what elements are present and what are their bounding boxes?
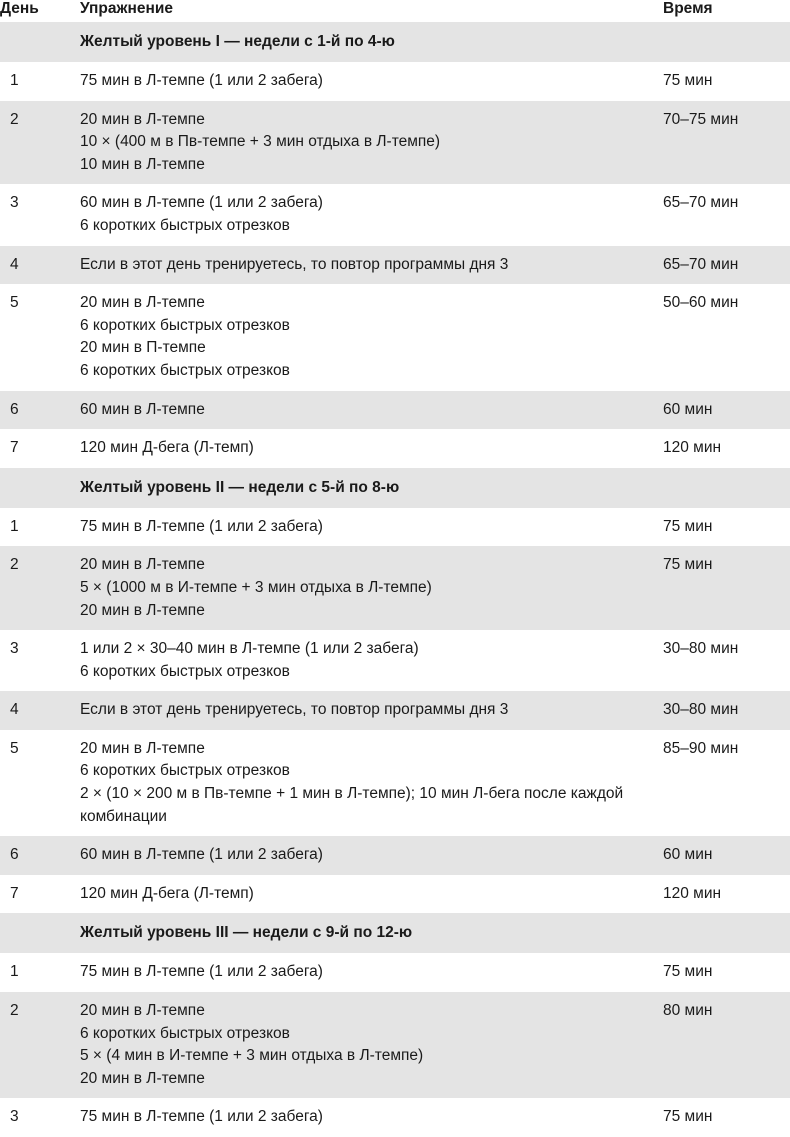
time-cell: 70–75 мин <box>663 110 739 128</box>
exercise-line: 20 мин в Л-темпе <box>80 1069 205 1087</box>
exercise-cell <box>80 399 663 422</box>
exercise-cell <box>80 292 663 382</box>
exercise-line: 6 коротких быстрых отрезков <box>80 216 290 234</box>
exercise-line: 75 мин в Л-темпе (1 или 2 забега) <box>80 72 323 89</box>
table-row <box>0 101 790 185</box>
exercise-line: 60 мин в Л-темпе <box>80 400 205 418</box>
time-cell: 75 мин <box>663 963 713 981</box>
exercise-cell <box>80 883 663 906</box>
exercise-line: 6 коротких быстрых отрезков <box>80 361 290 379</box>
time-cell: 60 мин <box>663 846 713 864</box>
exercise-line: 2 × (10 × 200 м в Пв-темпе + 1 мин в Л-темпе); 10 мин Л-бега после каждой комбинации <box>80 785 624 825</box>
time-cell: 65–70 мин <box>663 255 739 273</box>
exercise-line: 6 коротких быстрых отрезков <box>80 762 290 780</box>
time-cell: 120 мин <box>663 884 722 902</box>
exercise-line: 1 или 2 × 30–40 мин в Л-темпе (1 или 2 забега) <box>80 640 419 658</box>
day-cell: 7 <box>10 439 19 457</box>
exercise-line: 6 коротких быстрых отрезков <box>80 1024 290 1042</box>
exercise-cell <box>80 738 663 828</box>
table-row <box>0 546 790 630</box>
time-cell: 80 мин <box>663 1002 713 1020</box>
section-title: Желтый уровень II — недели с 5-й по 8-ю <box>80 478 400 496</box>
table-row <box>0 730 790 836</box>
exercise-line: 120 мин Д-бега (Л-темп) <box>80 884 254 902</box>
table-row <box>0 184 790 245</box>
time-cell: 75 мин <box>663 556 713 574</box>
header-day: День <box>0 0 39 17</box>
table-row <box>0 953 790 992</box>
exercise-cell <box>80 109 663 177</box>
exercise-cell <box>80 1106 663 1129</box>
table-row <box>0 429 790 468</box>
exercise-line: 60 мин в Л-темпе (1 или 2 забега) <box>80 194 323 212</box>
day-cell: 5 <box>10 739 19 757</box>
time-cell: 65–70 мин <box>663 194 739 212</box>
exercise-cell <box>80 192 663 237</box>
exercise-line: 120 мин Д-бега (Л-темп) <box>80 439 254 457</box>
day-cell: 2 <box>10 556 19 574</box>
exercise-line: 5 × (1000 м в И-темпе + 3 мин отдыха в Л-темпе) <box>80 578 432 596</box>
header-time: Время <box>663 0 713 17</box>
table-row <box>0 391 790 430</box>
exercise-line: 6 коротких быстрых отрезков <box>80 316 290 334</box>
table-row <box>0 992 790 1098</box>
exercise-cell <box>80 554 663 622</box>
day-cell: 2 <box>10 1002 19 1020</box>
day-cell: 5 <box>10 294 19 312</box>
time-cell: 50–60 мин <box>663 294 739 312</box>
table-row <box>0 62 790 101</box>
exercise-line: 20 мин в Л-темпе <box>80 739 205 757</box>
exercise-line: 20 мин в Л-темпе <box>80 601 205 619</box>
table-row <box>0 246 790 285</box>
day-cell: 3 <box>10 194 19 212</box>
table-row <box>0 508 790 547</box>
time-cell: 30–80 мин <box>663 701 739 719</box>
exercise-cell <box>80 844 663 867</box>
exercise-line: 6 коротких быстрых отрезков <box>80 662 290 680</box>
table-header <box>0 0 790 22</box>
time-cell: 75 мин <box>663 1108 713 1126</box>
day-cell: 6 <box>10 400 19 418</box>
exercise-line: 60 мин в Л-темпе (1 или 2 забега) <box>80 846 323 864</box>
time-cell: 75 мин <box>663 72 713 89</box>
exercise-cell <box>80 516 663 539</box>
time-cell: 30–80 мин <box>663 640 739 658</box>
table-row <box>0 875 790 914</box>
exercise-line: 20 мин в Л-темпе <box>80 110 205 128</box>
exercise-line: 10 мин в Л-темпе <box>80 155 205 173</box>
exercise-line: 20 мин в Л-темпе <box>80 294 205 312</box>
exercise-cell <box>80 70 663 93</box>
header-exercise: Упражнение <box>80 0 173 17</box>
table-row <box>0 284 790 390</box>
exercise-line: 5 × (4 мин в И-темпе + 3 мин отдыха в Л-темпе) <box>80 1047 424 1065</box>
day-cell: 4 <box>10 701 19 719</box>
time-cell: 75 мин <box>663 517 713 535</box>
table-row <box>0 691 790 730</box>
exercise-cell <box>80 699 663 722</box>
exercise-line: 20 мин в Л-темпе <box>80 556 205 574</box>
section-title: Желтый уровень III — недели с 9-й по 12-ю <box>80 924 413 942</box>
time-cell: 120 мин <box>663 439 722 457</box>
exercise-cell <box>80 961 663 984</box>
day-cell: 3 <box>10 1108 19 1126</box>
exercise-line: Если в этот день тренируетесь, то повтор программы дня 3 <box>80 255 509 273</box>
time-cell: 85–90 мин <box>663 739 739 757</box>
table-row <box>0 630 790 691</box>
section-header-row <box>0 468 790 508</box>
exercise-line: 75 мин в Л-темпе (1 или 2 забега) <box>80 517 323 535</box>
exercise-line: 75 мин в Л-темпе (1 или 2 забега) <box>80 963 323 981</box>
table-body <box>0 22 790 1137</box>
table-row <box>0 1098 790 1137</box>
exercise-line: 20 мин в П-темпе <box>80 339 206 357</box>
exercise-cell <box>80 638 663 683</box>
exercise-line: 75 мин в Л-темпе (1 или 2 забега) <box>80 1108 323 1126</box>
time-cell: 60 мин <box>663 400 713 418</box>
day-cell: 4 <box>10 255 19 273</box>
day-cell: 6 <box>10 846 19 864</box>
exercise-line: 10 × (400 м в Пв-темпе + 3 мин отдыха в Л-темпе) <box>80 133 441 151</box>
section-header-row <box>0 22 790 62</box>
day-cell: 1 <box>10 963 19 981</box>
day-cell: 1 <box>10 72 19 89</box>
exercise-cell <box>80 254 663 277</box>
day-cell: 1 <box>10 517 19 535</box>
section-title: Желтый уровень I — недели с 1-й по 4-ю <box>80 33 395 50</box>
day-cell: 7 <box>10 884 19 902</box>
exercise-line: Если в этот день тренируетесь, то повтор программы дня 3 <box>80 701 509 719</box>
day-cell: 3 <box>10 640 19 658</box>
exercise-cell <box>80 437 663 460</box>
table-row <box>0 836 790 875</box>
exercise-cell <box>80 1000 663 1090</box>
exercise-line: 20 мин в Л-темпе <box>80 1002 205 1020</box>
section-header-row <box>0 913 790 953</box>
day-cell: 2 <box>10 110 19 128</box>
